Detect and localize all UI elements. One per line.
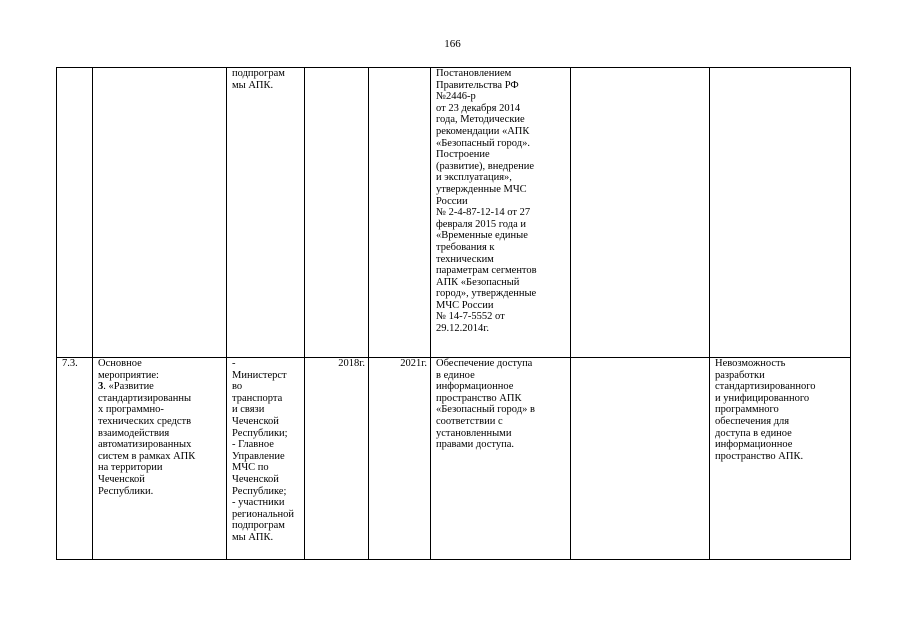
event-prefix: Основное мероприятие: <box>98 358 159 381</box>
event-body: . «Развитие стандартизированны х программно- технических средств взаимодействия автоматизированных систем в рамках АПК на территории Чеченской Республики. <box>98 381 196 497</box>
table-row <box>57 358 851 560</box>
cell-expected-result: Обеспечение доступа в единое информационное пространство АПК «Безопасный город» в соответствии с установленными правами доступа. <box>431 358 571 560</box>
cell-executor: подпрограм мы АПК. <box>227 68 305 358</box>
cell-event <box>93 358 227 560</box>
cell-number <box>57 68 93 358</box>
program-table <box>56 67 851 560</box>
cell-consequences <box>710 68 851 358</box>
cell-indicator-link <box>571 358 710 560</box>
cell-event <box>93 68 227 358</box>
cell-consequences: Невозможность разработки стандартизированного и унифицированного программного обеспечения для доступа в единое информационное пространство АПК. <box>710 358 851 560</box>
event-number: 3 <box>98 381 104 393</box>
cell-end-year: 2021г. <box>369 358 431 560</box>
cell-start-year <box>305 68 369 358</box>
cell-indicator-link <box>571 68 710 358</box>
page-number: 166 <box>444 38 461 50</box>
cell-end-year <box>369 68 431 358</box>
table-row <box>57 68 851 358</box>
cell-expected-result: Постановлением Правительства РФ №2446-р от 23 декабря 2014 года, Методические рекомендации «АПК «Безопасный город». Построение (развитие), внедрение и эксплуатация», утвержденные МЧС России № 2-4-87-12-14 от 27 февраля 2015 года и «Временные единые требования к техническим параметрам сегментов АПК «Безопасный город», утвержденные МЧС России № 14-7-5552 от 29.12.2014г. <box>431 68 571 358</box>
cell-start-year: 2018г. <box>305 358 369 560</box>
cell-number: 7.3. <box>57 358 93 560</box>
cell-executor: - Министерст во транспорта и связи Чеченской Республики; - Главное Управление МЧС по Чеченской Республике; - участники региональной подпрограм мы АПК. <box>227 358 305 560</box>
